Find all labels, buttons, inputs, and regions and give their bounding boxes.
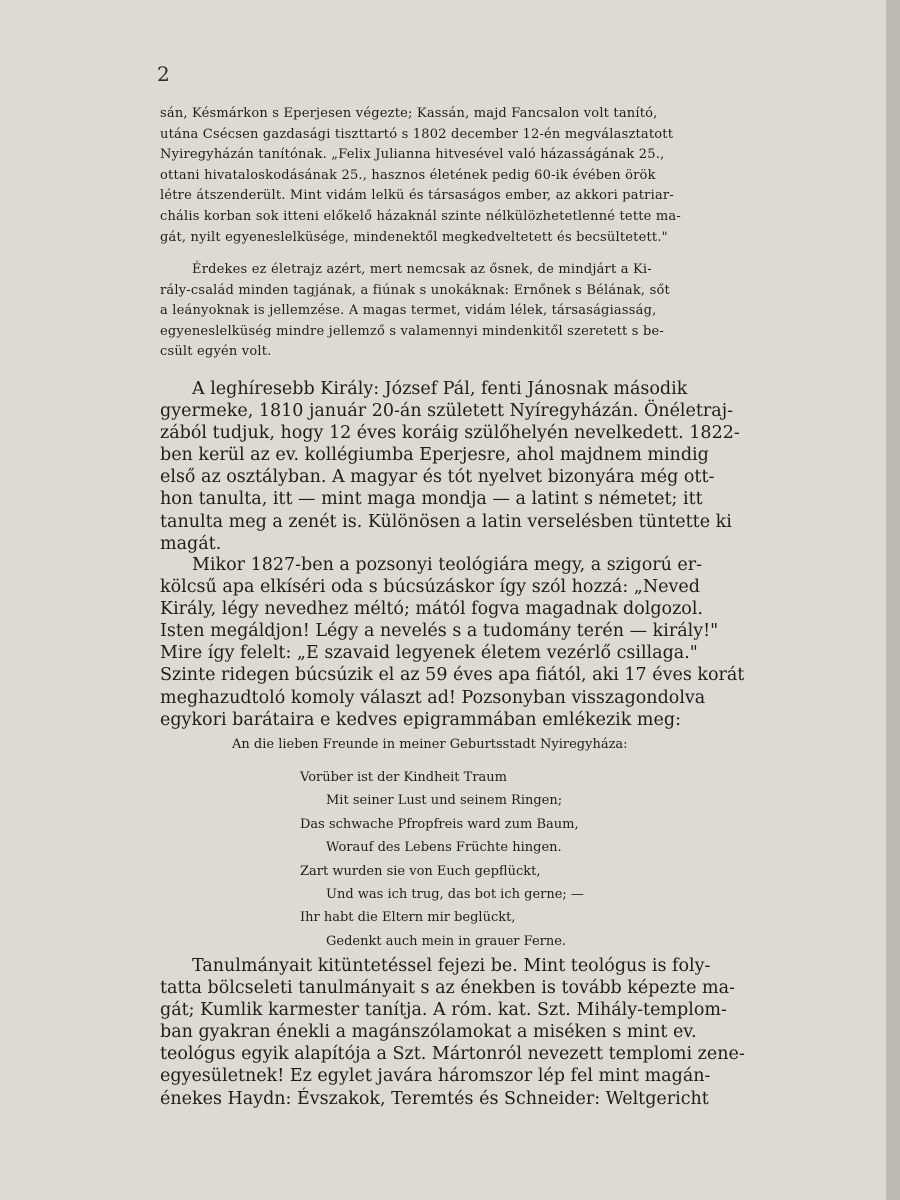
text-line: hon tanulta, itt — mint maga mondja — a latint s németet; itt bbox=[160, 489, 703, 510]
text-line: Mire így felelt: „E szavaid legyenek életem vezérlő csillaga." bbox=[160, 643, 698, 664]
text-line: gát, nyilt egyeneslelküsége, mindenektől megkedveltetett és becsültetett." bbox=[160, 229, 668, 245]
text-line: a leányoknak is jellemzése. A magas termet, vidám lélek, társaságiasság, bbox=[160, 303, 657, 319]
text-line: Isten megáldjon! Légy a nevelés s a tudomány terén — király!" bbox=[160, 621, 719, 642]
text-line: rály-család minden tagjának, a fiúnak s unokáknak: Ernőnek s Bélának, sőt bbox=[160, 282, 670, 298]
poem-line: Ihr habt die Eltern mir beglückt, bbox=[300, 910, 516, 926]
text-line: zából tudjuk, hogy 12 éves koráig szülőhelyén nevelkedett. 1822- bbox=[160, 423, 740, 444]
text-line: kölcsű apa elkíséri oda s búcsúzáskor így szól hozzá: „Neved bbox=[160, 577, 700, 598]
text-line: meghazudtoló komoly választ ad! Pozsonyban visszagondolva bbox=[160, 687, 706, 708]
paragraph-jozsef-pal bbox=[160, 378, 790, 555]
poem-line: Und was ich trug, das bot ich gerne; — bbox=[326, 887, 584, 903]
text-line: Király, légy nevedhez méltó; mától fogva magadnak dolgozol. bbox=[160, 599, 703, 620]
text-line: énekes Haydn: Évszakok, Teremtés és Schneider: Weltgericht bbox=[160, 1088, 709, 1109]
poem bbox=[300, 766, 584, 953]
text-line: Érdekes ez életrajz azért, mert nemcsak az ősnek, de mindjárt a Ki- bbox=[192, 262, 652, 277]
text-line: gyermeke, 1810 január 20-án született Nyíregyházán. Önéletraj- bbox=[160, 401, 734, 422]
text-line: ban gyakran énekli a magánszólamokat a miséken s mint ev. bbox=[160, 1022, 697, 1043]
page-edge bbox=[886, 0, 900, 1200]
text-line: A leghíresebb Király: József Pál, fenti Jánosnak második bbox=[192, 379, 688, 399]
text-line: tanulta meg a zenét is. Különösen a latin verselésben tüntette ki bbox=[160, 511, 732, 532]
text-line: sán, Késmárkon s Eperjesen végezte; Kassán, majd Fancsalon volt tanító, bbox=[160, 106, 658, 121]
text-line: gát; Kumlik karmester tanítja. A róm. kat. Szt. Mihály-templom- bbox=[160, 1000, 727, 1021]
poem-line: Das schwache Pfropfreis ward zum Baum, bbox=[300, 816, 579, 832]
poem-line: Zart wurden sie von Euch gepflückt, bbox=[300, 863, 541, 879]
text-line: első az osztályban. A magyar és tót nyelvet bizonyára még ott- bbox=[160, 467, 715, 488]
text-line: ottani hivataloskodásának 25., hasznos életének pedig 60-ik évében örök bbox=[160, 167, 656, 183]
text-line: ben kerül az ev. kollégiumba Eperjesre, ahol majdnem mindig bbox=[160, 445, 709, 466]
poem-line: Vorüber ist der Kindheit Traum bbox=[300, 770, 507, 785]
text-line: csült egyén volt. bbox=[160, 344, 272, 360]
paragraph-theology bbox=[160, 554, 790, 731]
text-line: egykori barátaira e kedves epigrammában emlékezik meg: bbox=[160, 709, 681, 730]
poem-line: Mit seiner Lust und seinem Ringen; bbox=[326, 793, 563, 809]
poem-heading: An die lieben Freunde in meiner Geburtsstadt Nyiregyháza: bbox=[232, 737, 628, 752]
text-line: Szinte ridegen búcsúzik el az 59 éves apa fiától, aki 17 éves korát bbox=[160, 665, 745, 686]
text-line: Nyiregyházán tanítónak. „Felix Julianna hitvesével való házasságának 25., bbox=[160, 147, 665, 163]
poem-line: Worauf des Lebens Früchte hingen. bbox=[326, 840, 562, 856]
text-line: magát. bbox=[160, 533, 222, 554]
paragraph-biography-quote bbox=[160, 104, 780, 248]
poem-line: Gedenkt auch mein in grauer Ferne. bbox=[326, 933, 567, 949]
paragraph-commentary bbox=[160, 260, 780, 363]
text-line: utána Csécsen gazdasági tiszttartó s 1802 december 12-én megválasztatott bbox=[160, 126, 674, 142]
text-line: tatta bölcseleti tanulmányait s az énekben is tovább képezte ma- bbox=[160, 978, 735, 999]
text-line: teológus egyik alapítója a Szt. Mártonról nevezett templomi zene- bbox=[160, 1044, 745, 1065]
page-number: 2 bbox=[157, 62, 170, 86]
text-line: chális korban sok itteni előkelő házaknál szinte nélkülözhetetlenné tette ma- bbox=[160, 208, 681, 224]
text-line: egyesületnek! Ez egylet javára háromszor lép fel mint magán- bbox=[160, 1066, 711, 1087]
text-line: Tanulmányait kitüntetéssel fejezi be. Mint teológus is foly- bbox=[192, 956, 711, 976]
text-line: Mikor 1827-ben a pozsonyi teológiára megy, a szigorú er- bbox=[192, 555, 703, 575]
text-line: egyeneslelküség mindre jellemző s valamennyi mindenkitől szeretett s be- bbox=[160, 323, 665, 339]
text-line: létre átszenderült. Mint vidám lelkü és társaságos ember, az akkori patriar- bbox=[160, 188, 674, 204]
paragraph-studies bbox=[160, 955, 790, 1110]
